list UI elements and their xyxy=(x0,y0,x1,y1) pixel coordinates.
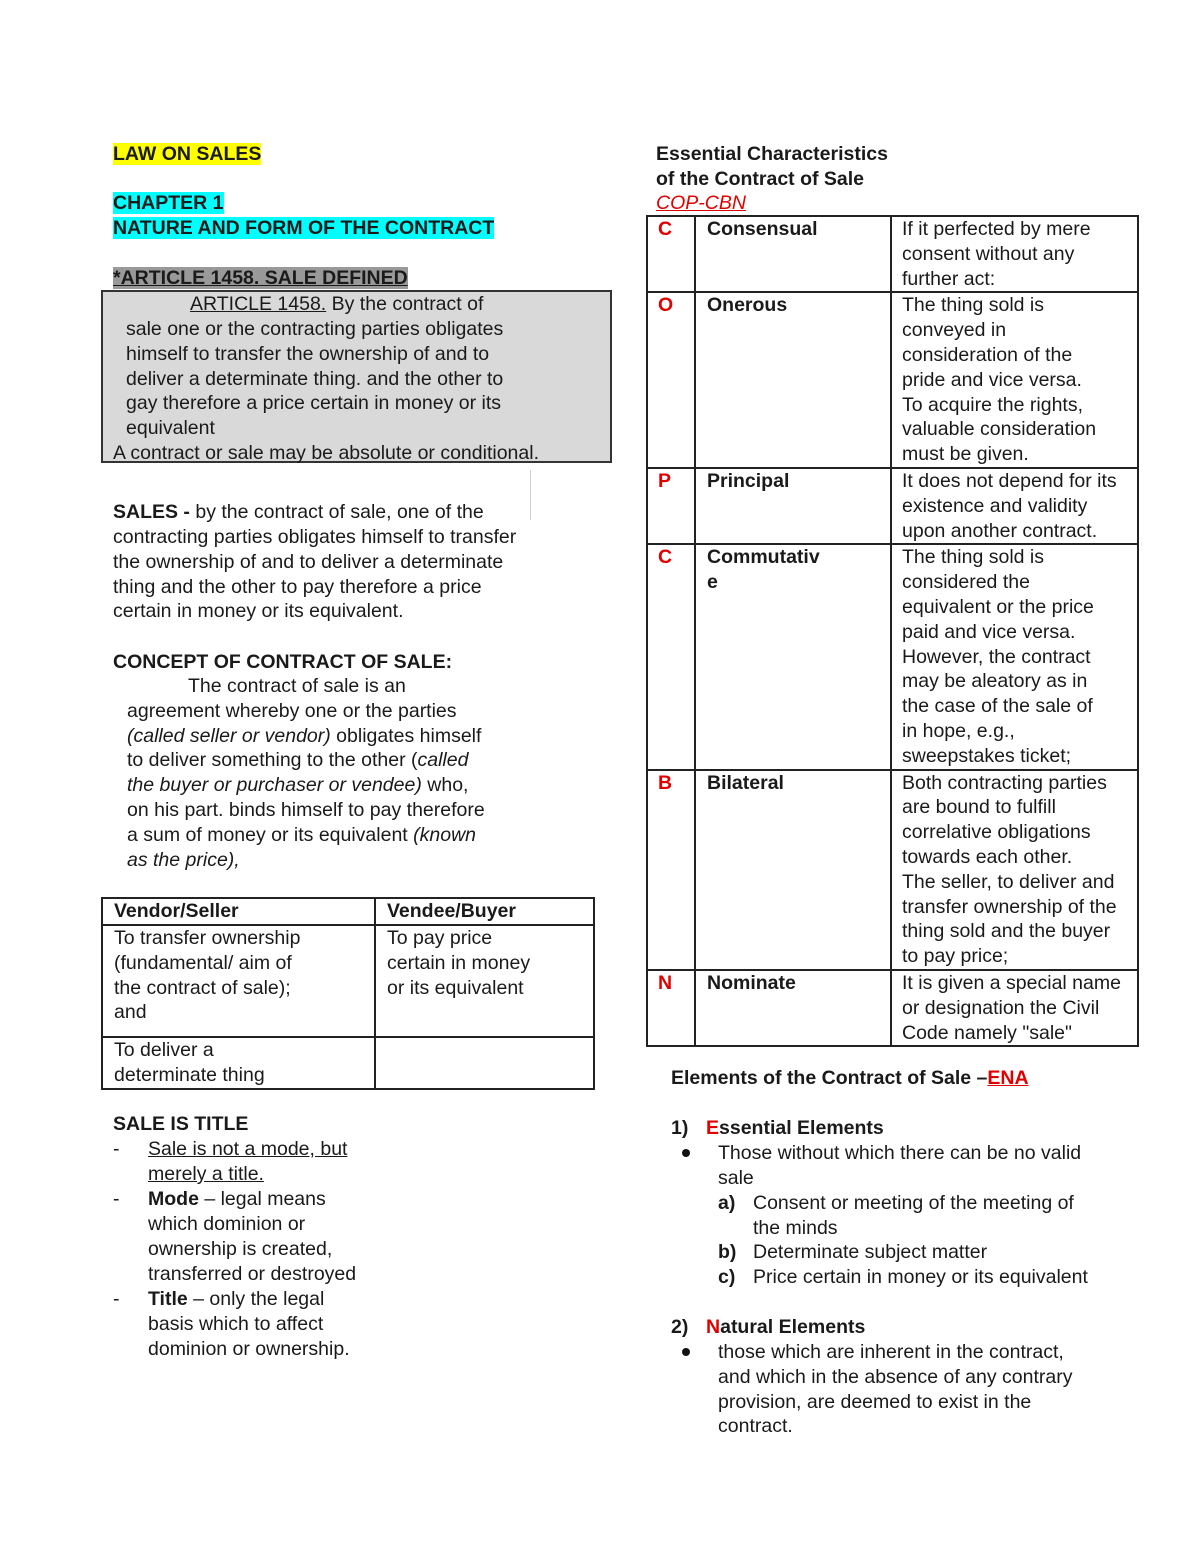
sub-label-c: c) xyxy=(718,1266,736,1288)
article-box-text-line: sale one or the contracting parties obligates xyxy=(126,318,504,340)
sales-text-line: certain in money or its equivalent. xyxy=(113,600,404,623)
natural-text-line: those which are inherent in the contract, xyxy=(718,1341,1064,1363)
concept-line-7: a sum of money or its equivalent (known xyxy=(127,824,477,846)
concept-line-4: to deliver something to the other (called xyxy=(127,749,469,771)
cell-text-line: and xyxy=(114,1001,147,1024)
article-box-text-line: gay therefore a price certain in money or its xyxy=(126,392,502,415)
natural-elements-title: Natural Elements xyxy=(706,1316,866,1338)
characteristic-letter: N xyxy=(647,970,695,1046)
concept-line-5: the buyer or purchaser or vendee) who, xyxy=(127,774,469,796)
characteristic-row xyxy=(647,292,1138,468)
essential-desc-2: sale xyxy=(718,1167,754,1189)
article-box-label: ARTICLE 1458. xyxy=(190,293,327,315)
characteristics-heading-1: Essential Characteristics xyxy=(656,143,888,165)
article-heading: *ARTICLE 1458. SALE DEFINED xyxy=(113,267,408,289)
cell-text-line: or its equivalent xyxy=(387,976,524,999)
characteristic-description: It is given a special name or designation the Civil Code namely "sale" xyxy=(891,970,1138,1046)
natural-text-line: contract. xyxy=(718,1415,793,1438)
characteristic-name: Nominate xyxy=(695,970,891,1046)
sale-title-item-1a: Sale is not a mode, but xyxy=(148,1138,348,1160)
cell-text-line: determinate thing xyxy=(114,1063,265,1086)
characteristic-row xyxy=(647,970,1138,1046)
article-box-line: ARTICLE 1458. By the contract of xyxy=(190,293,484,315)
dash-bullet: - xyxy=(113,1288,120,1310)
divider-mark xyxy=(530,470,531,520)
sub-item-c: Price certain in money or its equivalent xyxy=(753,1266,1088,1288)
vendee-obligation-2 xyxy=(375,1037,594,1089)
article-box-text-line: himself to transfer the ownership of and to xyxy=(126,342,490,365)
natural-text-line: provision, are deemed to exist in the xyxy=(718,1390,1032,1413)
cell-text-line: certain in money xyxy=(387,951,531,974)
characteristic-letter: O xyxy=(647,292,695,468)
mode-definition: Mode – legal means xyxy=(148,1188,326,1210)
sales-text-line: the ownership of and to deliver a determinate xyxy=(113,550,504,573)
sales-text-line: thing and the other to pay therefore a price xyxy=(113,575,482,598)
mode-text-line: ownership is created, xyxy=(148,1237,333,1260)
sub-label-b: b) xyxy=(718,1241,737,1263)
document-title: LAW ON SALES xyxy=(113,143,262,165)
concept-line-1: The contract of sale is an xyxy=(188,675,406,697)
natural-text-line: and which in the absence of any contrary xyxy=(718,1365,1073,1388)
vendor-obligation-2 xyxy=(102,1037,375,1089)
cell-text-line: To deliver a xyxy=(114,1039,214,1061)
characteristic-description: The thing sold is considered the equivalent or the price paid and vice versa. However, the contract may be aleatory as in the case of the sale of in hope, e.g., sweepstakes ticket; xyxy=(891,544,1138,769)
characteristic-name: Consensual xyxy=(695,216,891,292)
sale-is-title-heading: SALE IS TITLE xyxy=(113,1113,249,1135)
essential-desc-1: Those without which there can be no valid xyxy=(718,1142,1082,1164)
vendee-header: Vendee/Buyer xyxy=(375,898,594,925)
title-text-line: basis which to affect xyxy=(148,1313,324,1335)
dash-bullet: - xyxy=(113,1188,120,1210)
characteristic-description: The thing sold is conveyed in consideration of the pride and vice versa. To acquire the rights, valuable consideration must be given. xyxy=(891,292,1138,468)
characteristic-description: Both contracting parties are bound to fulfill correlative obligations towards each other. The seller, to deliver and transfer ownership of the thing sold and the buyer to pay price; xyxy=(891,770,1138,970)
concept-line-8: as the price), xyxy=(127,849,240,871)
characteristic-row xyxy=(647,216,1138,292)
article-box-text-line: deliver a determinate thing. and the other to xyxy=(126,367,504,390)
cell-text-line: To pay price xyxy=(387,927,493,949)
mode-text-line: transferred or destroyed xyxy=(148,1262,357,1285)
dash-bullet: - xyxy=(113,1138,120,1160)
concept-line-2: agreement whereby one or the parties xyxy=(127,700,457,722)
bullet-icon xyxy=(682,1149,690,1157)
characteristic-letter: C xyxy=(647,544,695,769)
essential-number: 1) xyxy=(671,1117,689,1139)
characteristic-letter: B xyxy=(647,770,695,970)
natural-number: 2) xyxy=(671,1316,689,1338)
mnemonic-label: COP-CBN xyxy=(656,192,746,214)
characteristic-description: It does not depend for its existence and validity upon another contract. xyxy=(891,468,1138,544)
chapter-label: CHAPTER 1 xyxy=(113,192,224,214)
title-text-line: dominion or ownership. xyxy=(148,1337,350,1360)
essential-elements-title: Essential Elements xyxy=(706,1117,884,1139)
characteristic-name: Commutativ e xyxy=(695,544,891,769)
sub-item-a-2: the minds xyxy=(753,1217,838,1239)
article-box-text-line: equivalent xyxy=(126,417,215,440)
concept-line-3: (called seller or vendor) obligates himself xyxy=(127,725,482,747)
sales-definition: SALES - by the contract of sale, one of the xyxy=(113,501,484,523)
vendee-obligation-1 xyxy=(375,925,594,1037)
sub-item-b: Determinate subject matter xyxy=(753,1241,988,1263)
characteristic-letter: P xyxy=(647,468,695,544)
characteristics-table xyxy=(646,215,1139,1047)
bullet-icon xyxy=(682,1348,690,1356)
vendor-obligation-1 xyxy=(102,925,375,1037)
characteristic-row xyxy=(647,770,1138,970)
cell-text-line: the contract of sale); xyxy=(114,976,291,999)
sub-label-a: a) xyxy=(718,1192,736,1214)
chapter-subtitle: NATURE AND FORM OF THE CONTRACT xyxy=(113,217,495,239)
characteristic-name: Principal xyxy=(695,468,891,544)
sub-item-a-1: Consent or meeting of the meeting of xyxy=(753,1192,1074,1214)
characteristic-name: Onerous xyxy=(695,292,891,468)
cell-text-line: To transfer ownership xyxy=(114,927,301,949)
characteristic-row xyxy=(647,468,1138,544)
characteristic-row xyxy=(647,544,1138,769)
sale-title-item-1b: merely a title. xyxy=(148,1163,264,1185)
elements-heading: Elements of the Contract of Sale –ENA xyxy=(671,1067,1029,1089)
characteristic-letter: C xyxy=(647,216,695,292)
sales-text-line: contracting parties obligates himself to transfer xyxy=(113,526,517,548)
concept-line-6: on his part. binds himself to pay therefore xyxy=(127,799,485,821)
vendor-header: Vendor/Seller xyxy=(102,898,375,925)
characteristic-name: Bilateral xyxy=(695,770,891,970)
mode-text-line: which dominion or xyxy=(148,1213,306,1235)
characteristics-heading-2: of the Contract of Sale xyxy=(656,168,865,190)
article-box-last-line: A contract or sale may be absolute or conditional. xyxy=(113,442,539,464)
sales-term: SALES - xyxy=(113,501,190,523)
vendor-vendee-table xyxy=(101,897,595,1090)
title-definition: Title – only the legal xyxy=(148,1288,325,1310)
elements-acronym: ENA xyxy=(987,1067,1029,1089)
concept-heading: CONCEPT OF CONTRACT OF SALE: xyxy=(113,651,453,673)
cell-text-line: (fundamental/ aim of xyxy=(114,951,292,974)
characteristic-description: If it perfected by mere consent without any further act: xyxy=(891,216,1138,292)
